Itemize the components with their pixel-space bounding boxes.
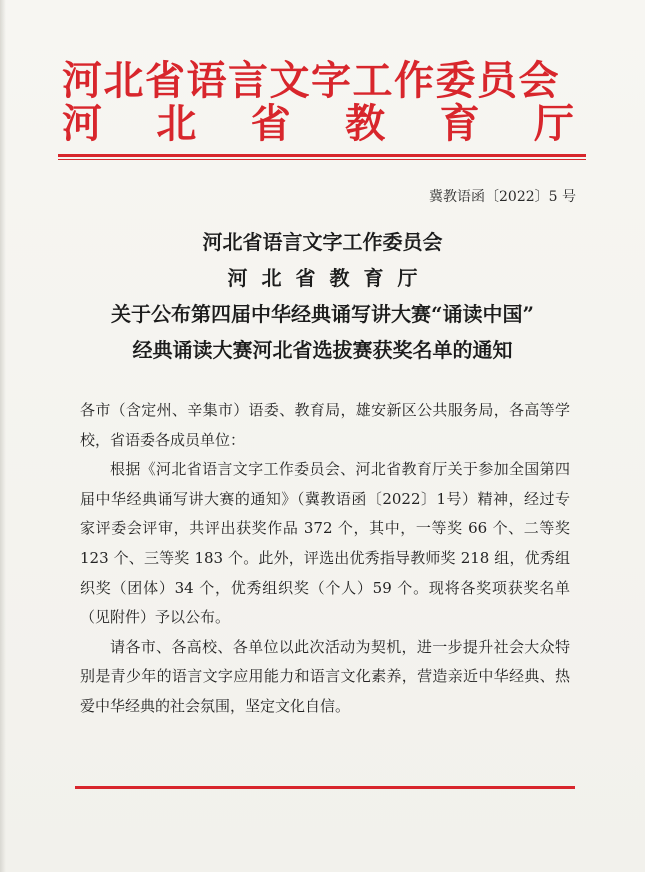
issuer-char: 育 xyxy=(439,101,480,147)
title-line-1: 河北省语言文字工作委员会 xyxy=(202,230,443,254)
issuer-char: 厅 xyxy=(533,101,574,147)
title-line-2: 河北省教育厅 xyxy=(227,266,432,290)
issuer-char: 河 xyxy=(62,101,102,147)
header-red-rule-thin xyxy=(58,159,586,160)
issuer-name-line1: 河北省语言文字工作委员会 xyxy=(62,58,560,104)
issuer-char: 省 xyxy=(250,101,291,147)
document-body xyxy=(80,396,570,722)
document-number: 冀教语函〔2022〕5 号 xyxy=(429,189,576,205)
document-title xyxy=(40,224,605,368)
issuer-name-line2 xyxy=(62,101,574,147)
header-red-rule xyxy=(58,154,586,157)
body-paragraph: 请各市、各高校、各单位以此次活动为契机，进一步提升社会大众特别是青少年的语言文字应用能力和语言文化素养，营造亲近中华经典、热爱中华经典的社会氛围，坚定文化自信。 xyxy=(80,637,570,715)
issuer-char: 教 xyxy=(345,101,386,147)
bottom-red-rule xyxy=(75,786,575,789)
issuer-char: 北 xyxy=(156,101,197,147)
title-line-4: 经典诵读大赛河北省选拔赛获奖名单的通知 xyxy=(132,338,513,362)
salutation: 各市（含定州、辛集市）语委、教育局，雄安新区公共服务局，各高等学校，省语委各成员单位： xyxy=(80,401,570,449)
body-paragraph: 根据《河北省语言文字工作委员会、河北省教育厅关于参加全国第四届中华经典诵写讲大赛的通知》（冀教语函〔2022〕1号）精神，经过专家评委会评审，共评出获奖作品 372 个，其中，一等奖 66 个、二等奖 123 个、三等奖 183 个。此外，评选出优秀指导教师奖 218 组，优秀组织奖（团体）34 个，优秀组织奖（个人）59 个。现将各奖项获奖名单（见附件）予以公布。 xyxy=(80,460,570,627)
page-edge-shadow xyxy=(0,0,6,872)
title-line-3: 关于公布第四届中华经典诵写讲大赛“诵读中国” xyxy=(110,302,534,326)
